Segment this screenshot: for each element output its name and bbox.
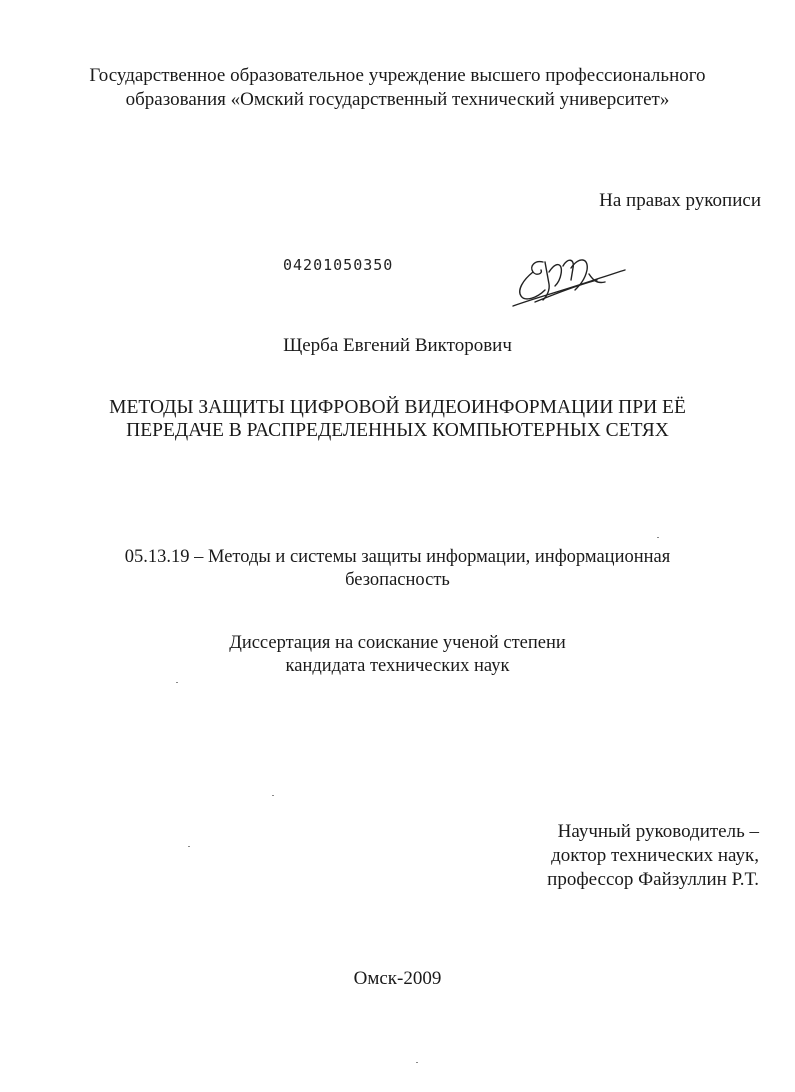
scientific-supervisor (547, 820, 759, 892)
supervisor-line-3: профессор Файзуллин Р.Т. (547, 869, 759, 890)
scan-speck (272, 795, 274, 796)
author-name: Щерба Евгений Викторович (283, 335, 512, 356)
supervisor-line-1: Научный руководитель – (557, 821, 759, 842)
degree-statement (0, 632, 795, 678)
dissertation-title (0, 396, 795, 442)
scan-speck (188, 846, 190, 847)
supervisor-line-2: доктор технических наук, (551, 845, 759, 866)
degree-line-2: кандидата технических наук (285, 656, 510, 676)
scan-speck (657, 537, 659, 538)
scan-speck (416, 1062, 418, 1063)
scan-speck (176, 682, 178, 683)
city-year: Омск-2009 (353, 968, 442, 989)
specialty-line-1: 05.13.19 – Методы и системы защиты информации, информационная (124, 547, 671, 567)
specialty-line-2: безопасность (345, 570, 450, 590)
degree-line-1: Диссертация на соискание ученой степени (229, 633, 566, 653)
manuscript-rights-note: На правах рукописи (599, 190, 761, 211)
handwritten-signature (505, 250, 630, 312)
registry-number: 04201050350 (283, 256, 394, 274)
institution-header (0, 64, 795, 112)
title-line-2: ПЕРЕДАЧЕ В РАСПРЕДЕЛЕННЫХ КОМПЬЮТЕРНЫХ СЕТЯХ (126, 420, 669, 441)
institution-line-1: Государственное образовательное учреждение высшего профессионального (89, 65, 706, 86)
title-line-1: МЕТОДЫ ЗАЩИТЫ ЦИФРОВОЙ ВИДЕОИНФОРМАЦИИ ПРИ ЕЁ (109, 397, 686, 418)
institution-line-2: образования «Омский государственный технический университет» (125, 89, 670, 110)
specialty-code (0, 546, 795, 592)
